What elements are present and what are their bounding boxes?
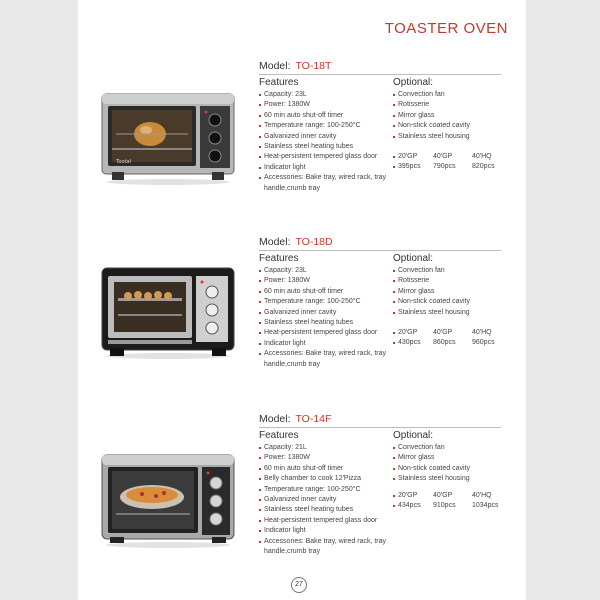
- optional-item: Mirror glass: [393, 111, 513, 121]
- container-40gp-qty: 860pcs: [433, 339, 456, 346]
- shipping-quantity-table: [393, 328, 508, 348]
- feature-item: Indicator light: [259, 163, 389, 173]
- feature-item: 60 min auto shut-off timer: [259, 464, 389, 474]
- feature-item: Heat-persistent tempered glass door: [259, 152, 389, 162]
- shipping-value-row: [393, 338, 508, 348]
- page-number: 27: [291, 577, 307, 593]
- features-list: [259, 90, 389, 194]
- toaster-oven-to-18t-image: [98, 88, 238, 188]
- feature-item: 60 min auto shut-off timer: [259, 287, 389, 297]
- optional-list: [393, 90, 513, 142]
- optional-heading: Optional:: [393, 77, 434, 88]
- shipping-header-row: [393, 152, 508, 162]
- page-title: TOASTER OVEN: [384, 20, 508, 37]
- feature-item: Heat-persistent tempered glass door: [259, 328, 389, 338]
- feature-item: Power: 1380W: [259, 276, 389, 286]
- product-section-to-14f: [78, 413, 526, 583]
- shipping-value-row: [393, 162, 508, 172]
- optional-item: Stainless steel housing: [393, 132, 513, 142]
- model-prefix: Model:: [259, 236, 291, 248]
- optional-list: [393, 266, 513, 318]
- feature-item: Belly chamber to cook 12'Pizza: [259, 474, 389, 484]
- feature-item: Indicator light: [259, 526, 389, 536]
- shipping-header-row: [393, 491, 508, 501]
- feature-item: Temperature range: 100-250°C: [259, 485, 389, 495]
- model-code: TO-18D: [295, 236, 333, 248]
- container-20gp-qty: 430pcs: [393, 338, 428, 348]
- feature-item: Galvanized inner cavity: [259, 495, 389, 505]
- shipping-value-row: [393, 501, 508, 511]
- feature-item: Indicator light: [259, 339, 389, 349]
- shipping-quantity-table: [393, 152, 508, 172]
- container-20gp-qty: 395pcs: [393, 162, 428, 172]
- model-title: [259, 413, 331, 425]
- container-20gp-qty: 434pcs: [393, 501, 428, 511]
- optional-item: Non-stick coated cavity: [393, 297, 513, 307]
- feature-item: Accessories: Bake tray, wired rack, tray handle,crumb tray: [259, 349, 389, 370]
- feature-item: Galvanized inner cavity: [259, 308, 389, 318]
- container-40hq-qty: 960pcs: [472, 339, 495, 346]
- model-prefix: Model:: [259, 413, 291, 425]
- features-heading: Features: [259, 430, 299, 441]
- container-40hq-label: 40'HQ: [472, 492, 492, 499]
- svg-text:Tootal: Tootal: [116, 159, 131, 165]
- model-title: [259, 236, 333, 248]
- container-40hq-label: 40'HQ: [472, 153, 492, 160]
- shipping-quantity-table: [393, 491, 508, 511]
- toaster-oven-to-18d-image: [98, 262, 238, 362]
- optional-item: Mirror glass: [393, 453, 513, 463]
- features-list: [259, 443, 389, 557]
- optional-item: Mirror glass: [393, 287, 513, 297]
- catalog-page: [78, 0, 526, 600]
- optional-item: Convection fan: [393, 266, 513, 276]
- feature-item: Heat-persistent tempered glass door: [259, 516, 389, 526]
- feature-item: Stainless steel heating tubes: [259, 142, 389, 152]
- container-40gp-label: 40'GP: [433, 153, 453, 160]
- feature-item: Temperature range: 100-250°C: [259, 121, 389, 131]
- shipping-header-row: [393, 328, 508, 338]
- optional-item: Non-stick coated cavity: [393, 464, 513, 474]
- optional-item: Rotisserie: [393, 100, 513, 110]
- container-20gp-label: 20'GP: [393, 152, 428, 162]
- container-20gp-label: 20'GP: [393, 491, 428, 501]
- feature-item: Galvanized inner cavity: [259, 132, 389, 142]
- optional-item: Convection fan: [393, 443, 513, 453]
- feature-item: Power: 1380W: [259, 453, 389, 463]
- feature-item: Capacity: 23L: [259, 266, 389, 276]
- optional-heading: Optional:: [393, 253, 434, 264]
- feature-item: Accessories: Bake tray, wired rack, tray handle,crumb tray: [259, 173, 389, 194]
- container-40hq-qty: 1034pcs: [472, 502, 499, 509]
- optional-list: [393, 443, 513, 485]
- optional-item: Rotisserie: [393, 276, 513, 286]
- optional-heading: Optional:: [393, 430, 434, 441]
- feature-item: Stainless steel heating tubes: [259, 318, 389, 328]
- product-section-to-18t: [78, 60, 526, 230]
- container-40hq-qty: 820pcs: [472, 163, 495, 170]
- model-divider: [259, 250, 501, 251]
- feature-item: Accessories: Bake tray, wired rack, tray handle,crumb tray: [259, 537, 389, 558]
- container-40gp-qty: 790pcs: [433, 163, 456, 170]
- optional-item: Non-stick coated cavity: [393, 121, 513, 131]
- model-divider: [259, 427, 501, 428]
- model-prefix: Model:: [259, 60, 291, 72]
- model-code: TO-18T: [295, 60, 332, 72]
- feature-item: Capacity: 21L: [259, 443, 389, 453]
- model-title: [259, 60, 331, 72]
- optional-item: Convection fan: [393, 90, 513, 100]
- optional-item: Stainless steel housing: [393, 474, 513, 484]
- feature-item: Temperature range: 100-250°C: [259, 297, 389, 307]
- container-40gp-label: 40'GP: [433, 492, 453, 499]
- model-divider: [259, 74, 501, 75]
- feature-item: 60 min auto shut-off timer: [259, 111, 389, 121]
- features-list: [259, 266, 389, 370]
- product-section-to-18d: [78, 236, 526, 406]
- toaster-oven-to-14f-image: [98, 451, 238, 551]
- model-code: TO-14F: [295, 413, 332, 425]
- container-40hq-label: 40'HQ: [472, 329, 492, 336]
- feature-item: Capacity: 23L: [259, 90, 389, 100]
- features-heading: Features: [259, 253, 299, 264]
- container-40gp-label: 40'GP: [433, 329, 453, 336]
- feature-item: Stainless steel heating tubes: [259, 505, 389, 515]
- container-40gp-qty: 910pcs: [433, 502, 456, 509]
- optional-item: Stainless steel housing: [393, 308, 513, 318]
- features-heading: Features: [259, 77, 299, 88]
- container-20gp-label: 20'GP: [393, 328, 428, 338]
- feature-item: Power: 1380W: [259, 100, 389, 110]
